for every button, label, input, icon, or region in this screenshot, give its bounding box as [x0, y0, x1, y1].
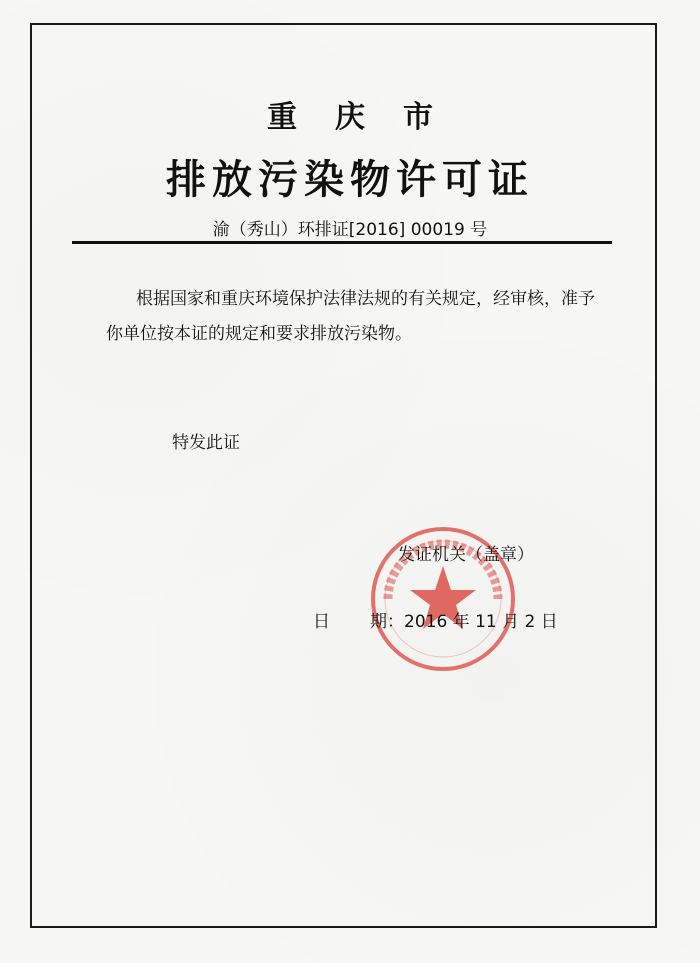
- special-issue-text: 特发此证: [172, 433, 240, 453]
- date-label-qi: 期：: [370, 612, 404, 632]
- issue-date-value: 2016 年 11 月 2 日: [404, 612, 558, 632]
- region-heading: 重庆市: [267, 100, 471, 135]
- document-title: 排放污染物许可证: [166, 157, 534, 203]
- certificate-body: [106, 282, 611, 352]
- date-label-ri: 日: [313, 612, 330, 632]
- issue-date-row: [313, 607, 558, 632]
- body-paragraph: 根据国家和重庆环境保护法律法规的有关规定，经审核，准予你单位按本证的规定和要求排放污染物。: [106, 289, 595, 344]
- certificate-number: 渝（秀山）环排证[2016] 00019 号: [212, 220, 488, 240]
- title-divider: [72, 241, 612, 244]
- issuing-authority-label: 发证机关（盖章）: [398, 545, 534, 565]
